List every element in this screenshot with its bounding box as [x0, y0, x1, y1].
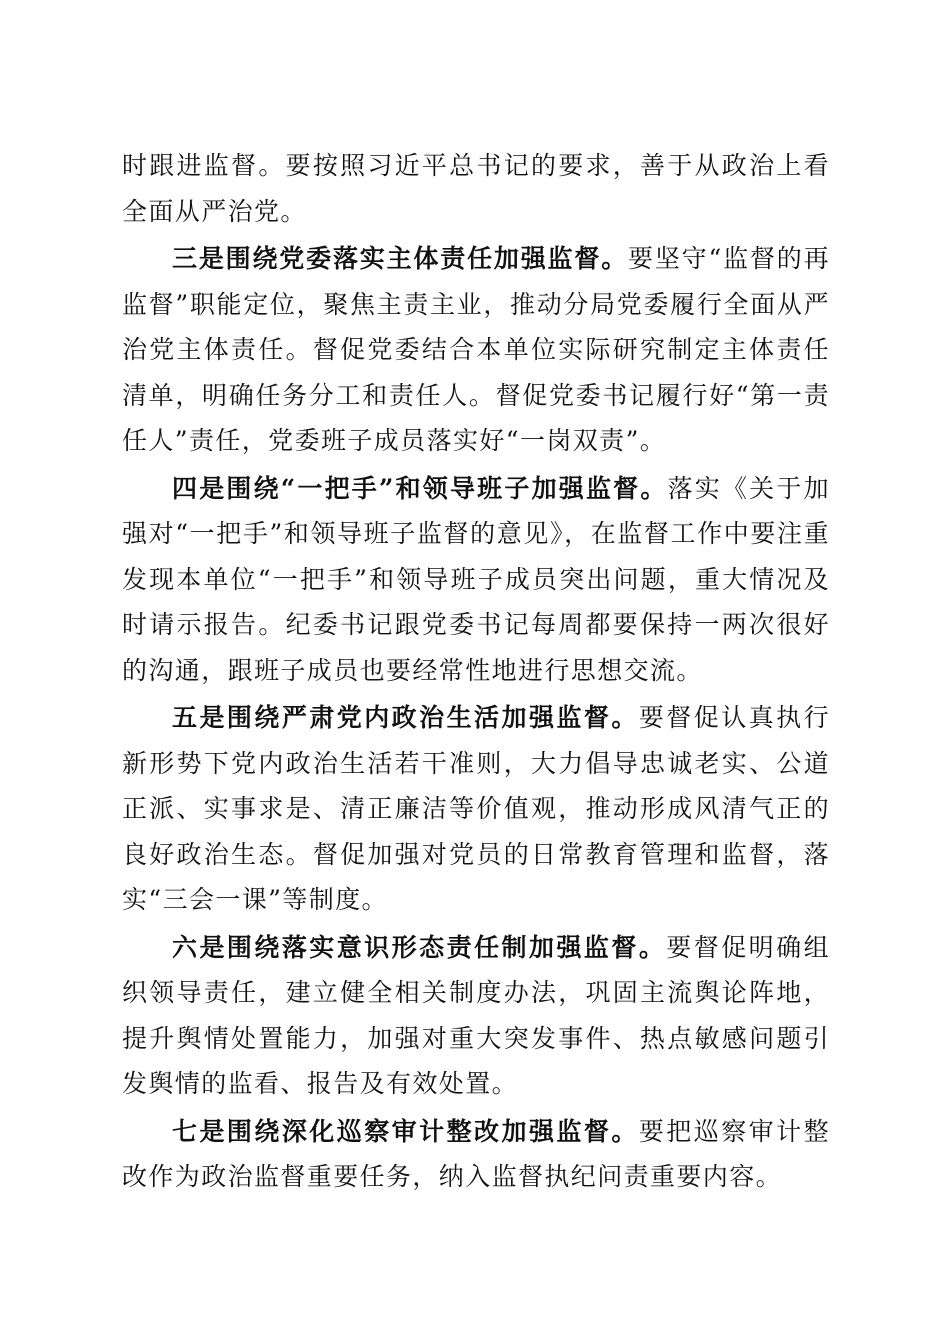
paragraph-point-seven	[122, 1109, 830, 1200]
paragraph-body: 要把巡察审计整改作为政治监督重要任务，纳入监督执纪问责重要内容。	[122, 1116, 830, 1191]
paragraph-lead: 三是围绕党委落实主体责任加强监督。	[172, 244, 629, 273]
paragraph-lead: 五是围绕严肃党内政治生活加强监督。	[172, 703, 639, 732]
paragraph-body: 落实《关于加强对“一把手”和领导班子监督的意见》，在监督工作中要注重发现本单位“一把手”和领导班子成员突出问题，重大情况及时请示报告。纪委书记跟党委书记每周都要保持一两次很好的沟通，跟班子成员也要经常性地进行思想交流。	[122, 473, 830, 685]
paragraph-point-three	[122, 236, 830, 464]
paragraph-body: 要督促明确组织领导责任，建立健全相关制度办法，巩固主流舆论阵地，提升舆情处置能力，加强对重大突发事件、热点敏感问题引发舆情的监看、报告及有效处置。	[122, 932, 830, 1098]
paragraph-point-five	[122, 695, 830, 923]
paragraph-body: 时跟进监督。要按照习近平总书记的要求，善于从政治上看全面从严治党。	[122, 151, 830, 226]
paragraph-continuation	[122, 143, 830, 234]
paragraph-lead: 七是围绕深化巡察审计整改加强监督。	[172, 1116, 639, 1146]
paragraph-point-four	[122, 466, 830, 694]
paragraph-body: 要督促认真执行新形势下党内政治生活若干准则，大力倡导忠诚老实、公道正派、实事求是、清正廉洁等价值观，推动形成风清气正的良好政治生态。督促加强对党员的日常教育管理和监督，落实“三会一课”等制度。	[122, 703, 830, 914]
paragraph-point-six	[122, 925, 830, 1107]
paragraph-body: 要坚守“监督的再监督”职能定位，聚焦主责主业，推动分局党委履行全面从严治党主体责任。督促党委结合本单位实际研究制定主体责任清单，明确任务分工和责任人。督促党委书记履行好“第一责任人”责任，党委班子成员落实好“一岗双责”。	[122, 244, 830, 455]
document-body	[122, 143, 830, 1202]
paragraph-lead: 六是围绕落实意识形态责任制加强监督。	[172, 932, 667, 962]
paragraph-lead: 四是围绕“一把手”和领导班子加强监督。	[172, 473, 668, 503]
